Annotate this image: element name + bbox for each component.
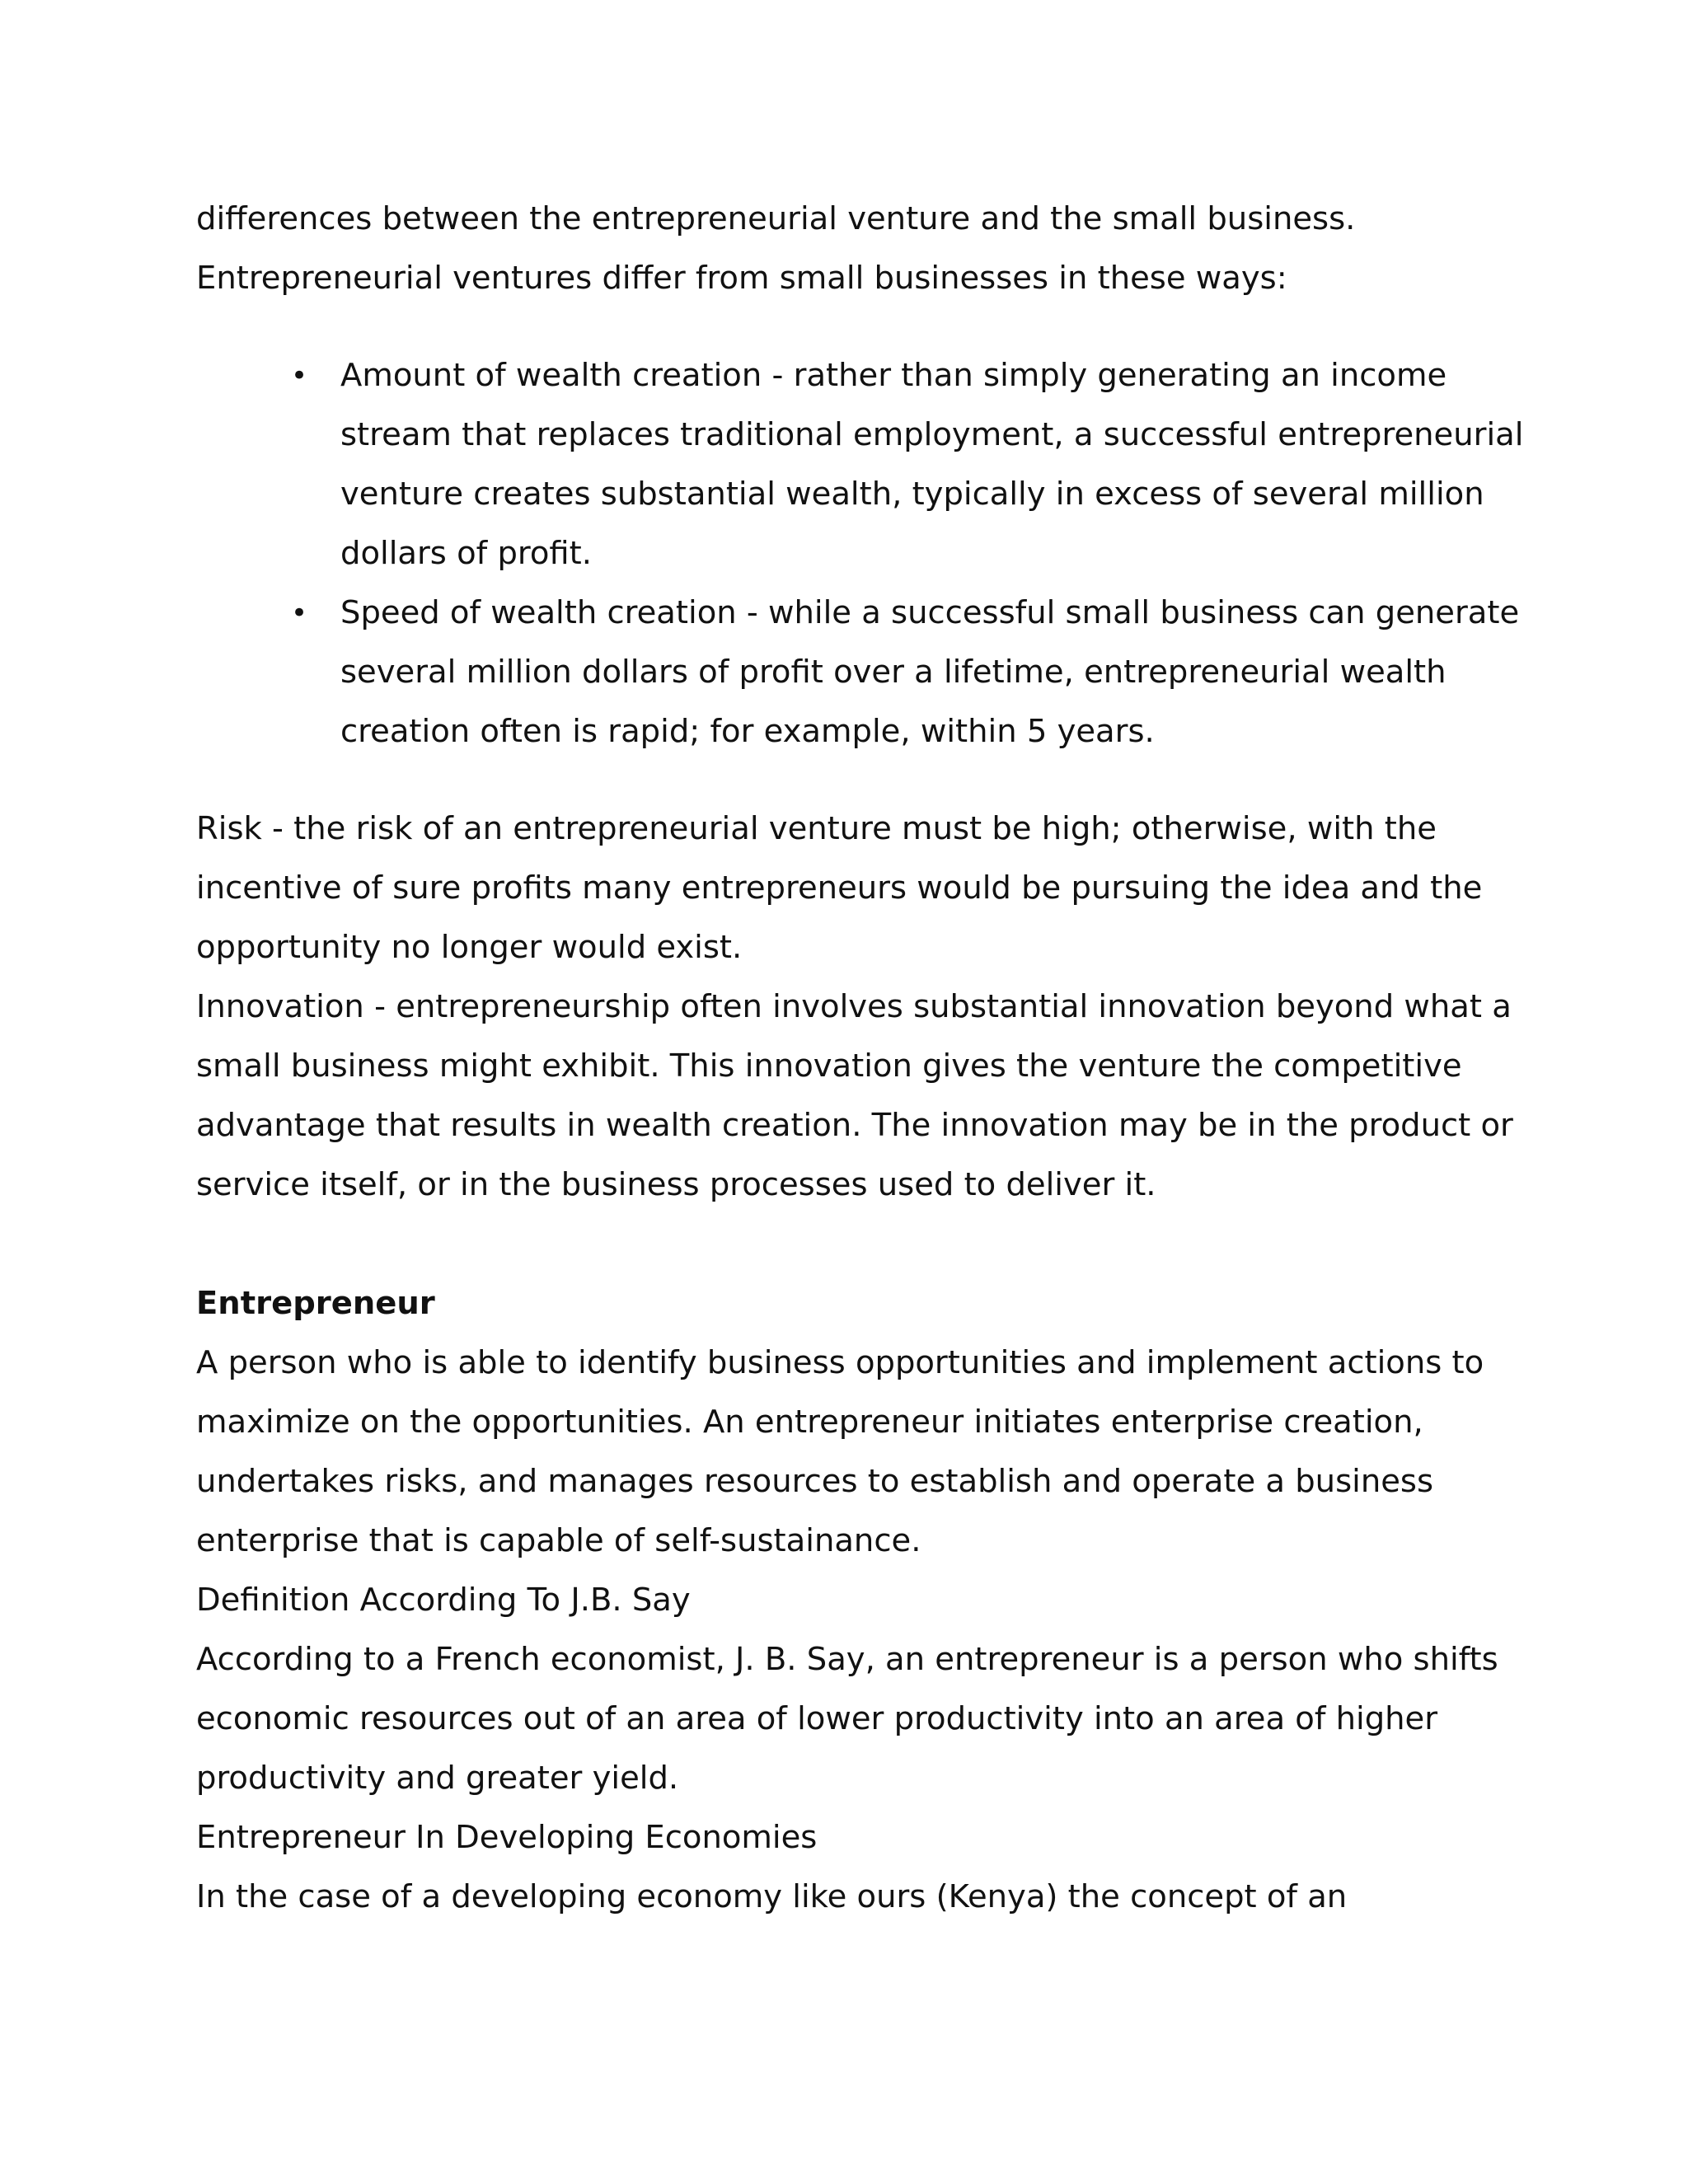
list-item [196, 583, 1564, 762]
developing-heading: Entrepreneur In Developing Economies [196, 1819, 818, 1856]
spacer [196, 762, 1564, 799]
list-item [196, 346, 1564, 583]
bullet-icon: • [291, 359, 308, 392]
bullet-icon: • [291, 597, 308, 630]
innovation-paragraph: Innovation - entrepreneurship often involves substantial innovation beyond what a small business might exhibit. This innovation gives the venture the competitive advantage that results in wealth creation. The innovation may be in the product or service itself, or in the business processes used to deliver it. [196, 988, 1513, 1203]
spacer [196, 308, 1564, 346]
list-item-text: Amount of wealth creation - rather than simply generating an income stream that replaces traditional employment, a successful entrepreneurial venture creates substantial wealth, typically in excess of several million dollars of profit. [340, 357, 1524, 572]
entrepreneur-heading: Entrepreneur [196, 1285, 435, 1322]
risk-paragraph: Risk - the risk of an entrepreneurial venture must be high; otherwise, with the incentive of sure profits many entrepreneurs would be pursuing the idea and the opportunity no longer would exist. [196, 810, 1483, 966]
list-item-text: Speed of wealth creation - while a successful small business can generate several million dollars of profit over a lifetime, entrepreneurial wealth creation often is rapid; for example, within 5 years. [340, 594, 1520, 750]
say-heading: Definition According To J.B. Say [196, 1582, 691, 1619]
developing-paragraph: In the case of a developing economy like ours (Kenya) the concept of an [196, 1878, 1348, 1915]
intro-line-2: Entrepreneurial ventures differ from small businesses in these ways: [196, 260, 1287, 297]
spacer [196, 1215, 1564, 1274]
entrepreneur-definition: A person who is able to identify business opportunities and implement actions to maximize on the opportunities. An entrepreneur initiates enterprise creation, undertakes risks, and manages resources to establish and operate a business enterprise that is capable of self-sustainance. [196, 1344, 1484, 1559]
intro-line-1: differences between the entrepreneurial venture and the small business. [196, 200, 1356, 237]
differences-list [196, 346, 1564, 762]
say-paragraph: According to a French economist, J. B. Say, an entrepreneur is a person who shifts economic resources out of an area of lower productivity into an area of higher productivity and greater yield. [196, 1641, 1498, 1797]
document-page [196, 190, 1564, 1927]
